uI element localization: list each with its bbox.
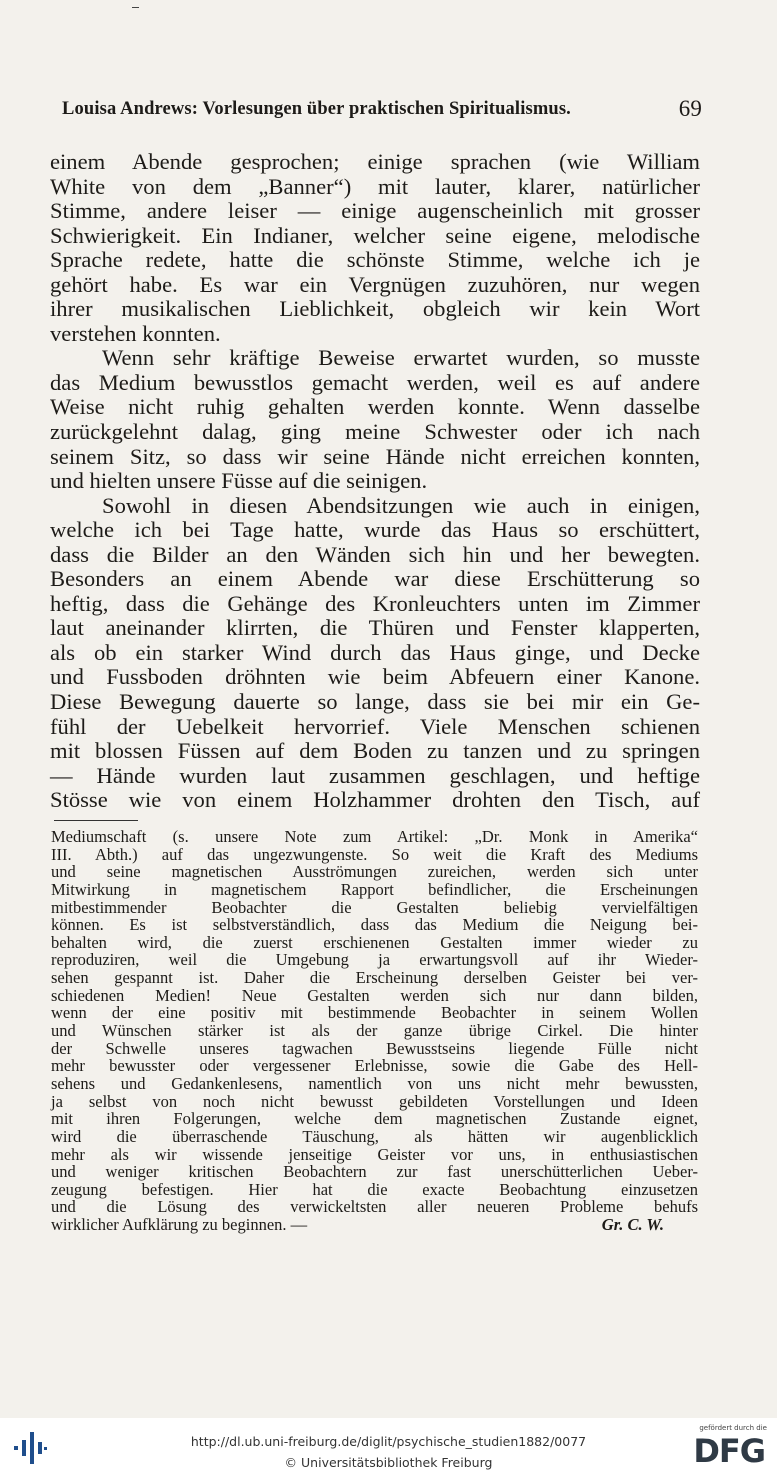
body-line: White von dem „Banner“) mit lauter, klarer, natürlicher	[50, 173, 700, 199]
footnote-line: und die Lösung des verwickeltsten aller neueren Probleme behufs	[51, 1197, 698, 1217]
running-head-title: Louisa Andrews: Vorlesungen über praktischen Spiritualismus.	[62, 99, 571, 119]
body-line: Sowohl in diesen Abendsitzungen wie auch in einigen,	[102, 492, 700, 518]
footnote-line: sehens und Gedankenlesens, namentlich von uns nicht mehr bewussten,	[51, 1073, 698, 1093]
running-head	[62, 96, 702, 121]
body-line: einem Abende gesprochen; einige sprachen (wie William	[50, 149, 700, 174]
footnote-line: wird die überraschende Täuschung, als hätten wir augenblicklich	[51, 1126, 698, 1146]
footnote-line: und weniger kritischen Beobachtern zur fast unerschütterlichen Ueber-	[51, 1162, 698, 1182]
footnote-signature: Gr. C. W.	[601, 1215, 664, 1235]
footnote-line: und seine magnetischen Ausströmungen zureichen, werden sich unter	[51, 862, 698, 882]
body-line: Schwierigkeit. Ein Indianer, welcher seine eigene, melodische	[50, 222, 700, 248]
footnote-line: Mitwirkung in magnetischem Rapport befindlicher, die Erscheinungen	[51, 879, 698, 899]
viewer-footer	[0, 1418, 777, 1477]
footnote-line: und Wünschen stärker ist als der ganze übrige Cirkel. Die hinter	[51, 1021, 698, 1041]
footnote-line: der Schwelle unseres tagwachen Bewusstseins liegende Fülle nicht	[51, 1038, 698, 1058]
body-line: mit blossen Füssen auf dem Boden zu tanzen und zu springen	[50, 738, 700, 764]
body-line: Weise nicht ruhig gehalten werden konnte. Wenn dasselbe	[50, 394, 700, 420]
footnote-line: können. Es ist selbstverständlich, dass das Medium die Neigung bei-	[51, 915, 698, 935]
body-line: heftig, dass die Gehänge des Kronleuchters unten im Zimmer	[50, 590, 700, 616]
footnote-line: behalten wird, die zuerst erschienenen Gestalten immer wieder zu	[51, 932, 698, 952]
footnote-line: ja selbst von noch nicht bewusst gebildeten Vorstellungen und Ideen	[51, 1091, 698, 1111]
footnote-line: mitbestimmender Beobachter die Gestalten beliebig vervielfältigen	[51, 897, 698, 917]
footnote-separator	[54, 820, 138, 821]
dfg-caption: gefördert durch die	[699, 1424, 767, 1432]
body-line: Diese Bewegung dauerte so lange, dass sie bei mir ein Ge-	[50, 689, 700, 715]
body-line: gehört habe. Es war ein Vergnügen zuzuhören, nur wegen	[50, 271, 700, 297]
footnote-last-text: wirklicher Aufklärung zu beginnen. —	[51, 1215, 308, 1235]
body-line: zurückgelehnt dalag, ging meine Schwester oder ich nach	[50, 419, 700, 445]
footnote-last-line	[51, 1216, 698, 1234]
body-line: Besonders an einem Abende war diese Erschütterung so	[50, 566, 700, 592]
body-line: dass die Bilder an den Wänden sich hin und her bewegten.	[50, 541, 700, 567]
body-line: seinem Sitz, so dass wir seine Hände nicht erreichen konnten,	[50, 443, 700, 469]
dfg-logo: DFG	[693, 1432, 765, 1470]
footnote-line: wenn der eine positiv mit bestimmende Beobachter in seinem Wollen	[51, 1003, 698, 1023]
body-line: und Fussboden dröhnten wie beim Abfeuern einer Kanone.	[50, 664, 700, 690]
body-line: und hielten unsere Füsse auf die seinigen.	[50, 468, 428, 494]
body-line: — Hände wurden laut zusammen geschlagen, und heftige	[50, 762, 700, 788]
page-number: 69	[678, 96, 702, 121]
footnote-line: sehen gespannt ist. Daher die Erscheinung derselben Geister bei ver-	[51, 968, 698, 988]
body-text	[50, 150, 700, 813]
body-line: als ob ein starker Wind durch das Haus ginge, und Decke	[50, 639, 700, 665]
body-line: verstehen konnten.	[50, 320, 221, 346]
footnote	[51, 828, 698, 1234]
body-line: welche ich bei Tage hatte, wurde das Haus so erschüttert,	[50, 517, 700, 543]
scan-mark	[132, 7, 139, 8]
body-line: fühl der Uebelkeit hervorrief. Viele Menschen schienen	[50, 713, 700, 739]
copyright-notice: © Universitätsbibliothek Freiburg	[284, 1455, 493, 1470]
body-line: laut aneinander klirrten, die Thüren und Fenster klapperten,	[50, 615, 700, 641]
footnote-line: mit ihren Folgerungen, welche dem magnetischen Zustande eignet,	[51, 1109, 698, 1129]
body-line: ihrer musikalischen Lieblichkeit, obgleich wir kein Wort	[50, 296, 700, 322]
footnote-line: Mediumschaft (s. unsere Note zum Artikel: „Dr. Monk in Amerika“	[51, 827, 698, 846]
footnote-line: schiedenen Medien! Neue Gestalten werden sich nur dann bilden,	[51, 985, 698, 1005]
source-url[interactable]: http://dl.ub.uni-freiburg.de/diglit/psychische_studien1882/0077	[190, 1434, 587, 1449]
footnote-line: mehr bewusster oder vergessener Erlebnisse, sowie die Gabe des Hell-	[51, 1056, 698, 1076]
footnote-line: zeugung befestigen. Hier hat die exacte Beobachtung einzusetzen	[51, 1179, 698, 1199]
body-line: das Medium bewusstlos gemacht werden, weil es auf andere	[50, 369, 700, 395]
body-line: Sprache redete, hatte die schönste Stimme, welche ich je	[50, 247, 700, 273]
body-line: Wenn sehr kräftige Beweise erwartet wurden, so musste	[102, 345, 700, 371]
footnote-line: mehr als wir wissende jenseitige Geister vor uns, in enthusiastischen	[51, 1144, 698, 1164]
footnote-line: III. Abth.) auf das ungezwungenste. So weit die Kraft des Mediums	[51, 844, 698, 864]
body-line: Stösse wie von einem Holzhammer drohten den Tisch, auf	[50, 787, 700, 813]
footnote-line: reproduziren, weil die Umgebung ja erwartungsvoll auf ihr Wieder-	[51, 950, 698, 970]
body-line: Stimme, andere leiser — einige augenscheinlich mit grosser	[50, 198, 700, 224]
